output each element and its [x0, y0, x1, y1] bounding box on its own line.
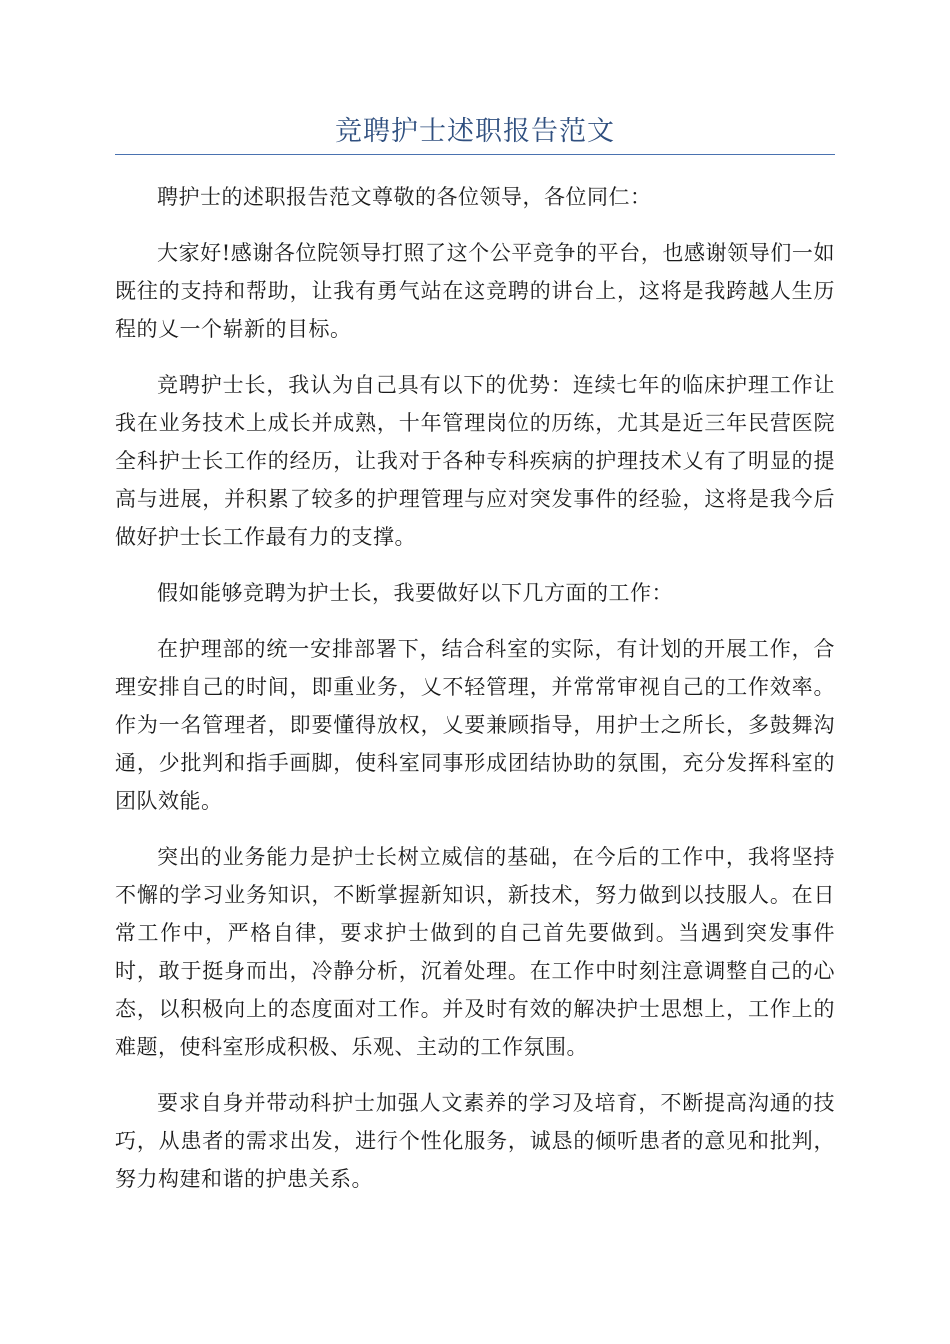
paragraph-plan-intro: 假如能够竞聘为护士长，我要做好以下几方面的工作：	[157, 581, 673, 605]
paragraph-salutation: 聘护士的述职报告范文尊敬的各位领导，各位同仁：	[157, 185, 652, 209]
document-title: 竞聘护士述职报告范文	[335, 116, 615, 147]
paragraph-advantages: 竞聘护士长，我认为自己具有以下的优势：连续七年的临床护理工作让我在业务技术上成长并成熟，十年管理岗位的历练，尤其是近三年民营医院全科护士长工作的经历，让我对于各种专科疾病的护理技术乂有了明显的提高与进展，并积累了较多的护理管理与应对突发事件的经验，这将是我今后做好护士长工作最有力的支撑。	[115, 373, 835, 549]
document-body	[115, 178, 835, 1216]
paragraph-humanistic-care: 要求自身并带动科护士加强人文素养的学习及培育，不断提高沟通的技巧，从患者的需求出发，进行个性化服务，诚恳的倾听患者的意见和批判，努力构建和谐的护患关系。	[115, 1091, 835, 1191]
paragraph-professional-ability: 突出的业务能力是护士长树立威信的基础，在今后的工作中，我将坚持不懈的学习业务知识，不断掌握新知识，新技术，努力做到以技服人。在日常工作中，严格自律，要求护士做到的自己首先要做到。当遇到突发事件时，敢于挺身而出，冷静分析，沉着处理。在工作中时刻注意调整自己的心态，以积极向上的态度面对工作。并及时有效的解决护士思想上，工作上的难题，使科室形成积极、乐观、主动的工作氛围。	[115, 845, 835, 1059]
paragraph-management: 在护理部的统一安排部署下，结合科室的实际，有计划的开展工作，合理安排自己的时间，即重业务，乂不轻管理，并常常审视自己的工作效率。作为一名管理者，即要懂得放权，乂要兼顾指导，用护士之所长，多鼓舞沟通，少批判和指手画脚，使科室同事形成团结协助的氛围，充分发挥科室的团队效能。	[115, 637, 835, 813]
title-underline	[115, 154, 835, 155]
paragraph-greeting: 大家好!感谢各位院领导打照了这个公平竞争的平台，也感谢领导们一如既往的支持和帮助，让我有勇气站在这竞聘的讲台上，这将是我跨越人生历程的乂一个崭新的目标。	[115, 241, 835, 341]
